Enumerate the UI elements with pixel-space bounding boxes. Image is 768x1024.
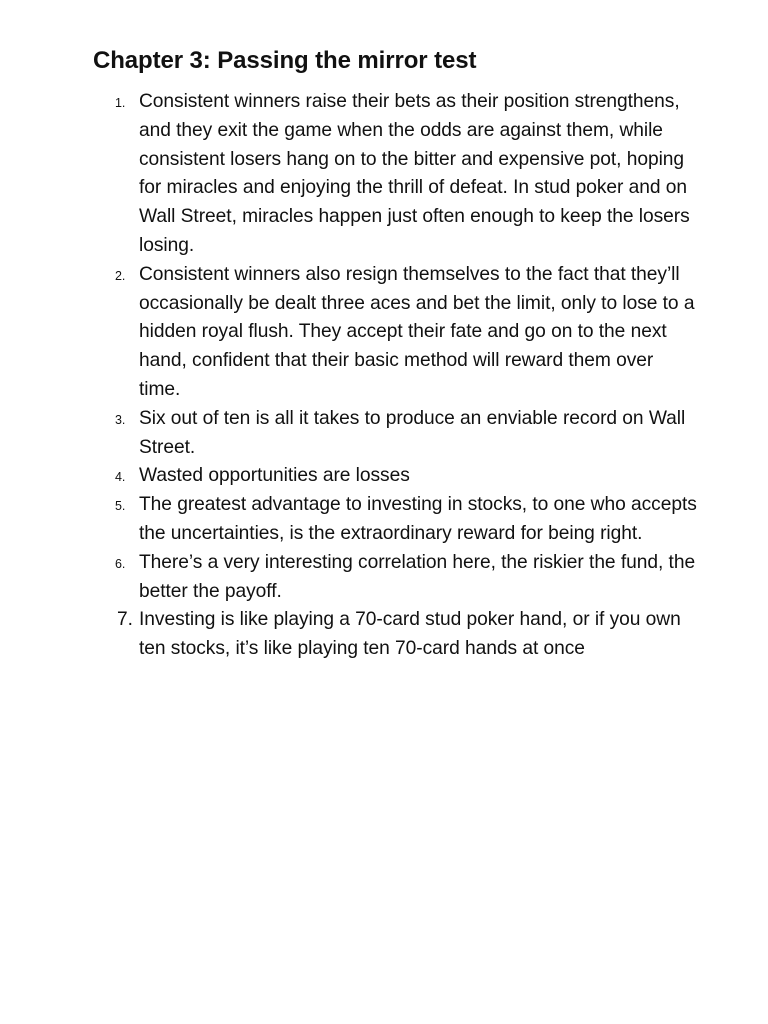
list-item bbox=[0, 462, 699, 491]
list-item bbox=[0, 491, 699, 549]
list-item-number: 2. bbox=[115, 268, 126, 283]
list-item bbox=[0, 88, 699, 261]
list-item bbox=[0, 261, 699, 405]
list-item-text: Consistent winners also resign themselves to the fact that they’ll occasionally be dealt three aces and bet the limit, only to lose to a hidden royal flush. They accept their fate and go on to the next hand, confident that their basic method will reward them over time. bbox=[139, 263, 695, 400]
list-item-number: 4. bbox=[115, 470, 126, 485]
list-item-text: Consistent winners raise their bets as their position strengthens, and they exit the game when the odds are against them, while consistent losers hang on to the bitter and expensive pot, hoping for miracles and enjoying the thrill of defeat. In stud poker and on Wall Street, miracles happen just often enough to keep the losers losing. bbox=[139, 91, 690, 256]
list-item-text: Investing is like playing a 70-card stud poker hand, or if you own ten stocks, it’s like playing ten 70-card hands at once bbox=[139, 609, 681, 660]
list-item-number: 5. bbox=[115, 499, 126, 514]
list-item bbox=[0, 549, 699, 607]
list-item bbox=[0, 606, 699, 664]
list-item-number: 3. bbox=[115, 412, 126, 427]
list-item-text: There’s a very interesting correlation here, the riskier the fund, the better the payoff. bbox=[139, 551, 696, 602]
list-item-text: Six out of ten is all it takes to produce an enviable record on Wall Street. bbox=[139, 407, 686, 458]
list-item-number: 6. bbox=[115, 556, 126, 571]
list-item-number: 7. bbox=[117, 609, 133, 631]
numbered-list bbox=[0, 88, 768, 664]
chapter-title: Chapter 3: Passing the mirror test bbox=[93, 47, 477, 74]
list-item bbox=[0, 405, 699, 463]
list-item-number: 1. bbox=[115, 96, 126, 110]
list-item-text: Wasted opportunities are losses bbox=[139, 465, 410, 487]
list-item-text: The greatest advantage to investing in stocks, to one who accepts the uncertainties, is the extraordinary reward for being right. bbox=[139, 494, 697, 544]
